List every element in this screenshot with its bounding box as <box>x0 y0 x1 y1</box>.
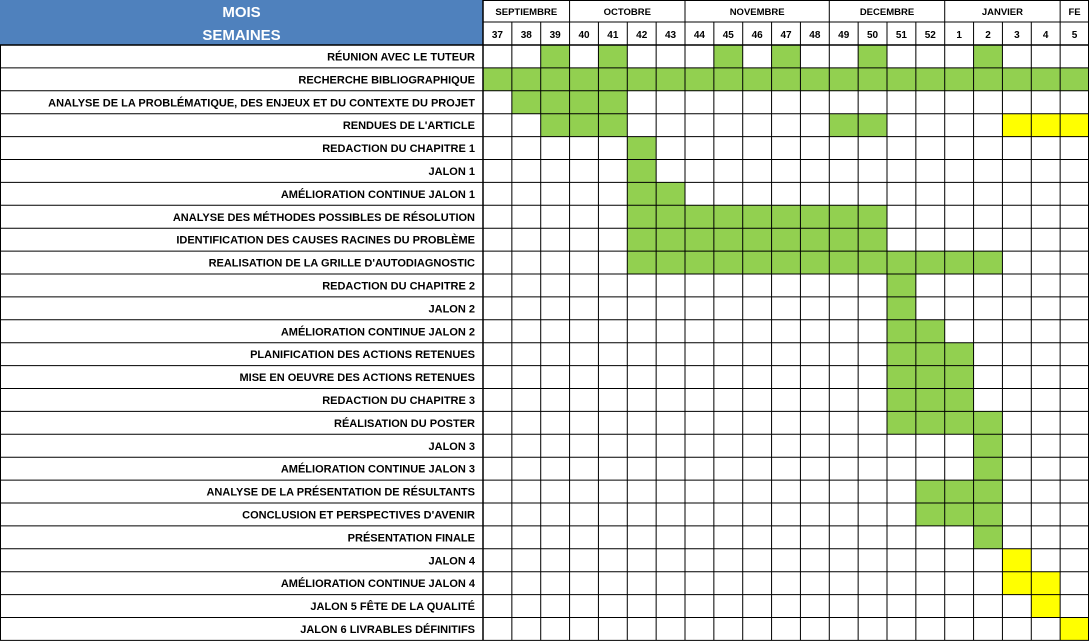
task-label: JALON 2 <box>428 303 475 316</box>
task-label: MISE EN OEUVRE DES ACTIONS RETENUES <box>239 372 475 385</box>
week-label: 37 <box>491 30 503 41</box>
green-cell-w39 <box>541 114 570 137</box>
green-cell-w42 <box>627 68 656 91</box>
green-cell-w41 <box>598 91 627 114</box>
green-cell-w39 <box>541 45 570 68</box>
yellow-cell-w3 <box>1002 549 1031 572</box>
task-label: PRÉSENTATION FINALE <box>347 532 475 545</box>
green-cell-w49 <box>829 228 858 251</box>
week-label: 40 <box>578 30 590 41</box>
green-cell-w38 <box>512 68 541 91</box>
green-cell-w52 <box>916 480 945 503</box>
month-label: FE <box>1068 7 1081 18</box>
green-cell-w51 <box>887 68 916 91</box>
green-cell-w51 <box>887 297 916 320</box>
week-labels <box>492 30 1078 41</box>
green-cell-w1 <box>945 389 974 412</box>
green-cell-w47 <box>772 228 801 251</box>
green-cell-w1 <box>945 68 974 91</box>
green-cell-w46 <box>743 205 772 228</box>
green-cell-w2 <box>974 411 1003 434</box>
green-cell-w51 <box>887 320 916 343</box>
header-band <box>0 0 483 45</box>
green-cell-w45 <box>714 228 743 251</box>
week-label: 41 <box>607 30 619 41</box>
task-label: AMÉLIORATION CONTINUE JALON 1 <box>280 188 475 201</box>
week-label: 39 <box>549 30 561 41</box>
green-cell-w43 <box>656 68 685 91</box>
yellow-cell-w5 <box>1060 114 1089 137</box>
green-cell-w47 <box>772 45 801 68</box>
green-cell-w44 <box>685 205 714 228</box>
green-cell-w37 <box>483 68 512 91</box>
green-cell-w52 <box>916 320 945 343</box>
task-label: ANALYSE DE LA PRÉSENTATION DE RÉSULTANTS <box>206 486 475 499</box>
month-label: NOVEMBRE <box>729 7 785 18</box>
green-cell-w39 <box>541 91 570 114</box>
task-label: JALON 3 <box>428 440 475 453</box>
green-cell-w48 <box>800 251 829 274</box>
week-label: 44 <box>693 30 705 41</box>
task-label: RENDUES DE L'ARTICLE <box>342 120 475 133</box>
week-label: 48 <box>809 30 821 41</box>
green-cell-w51 <box>887 411 916 434</box>
weeks-header-label: SEMAINES <box>202 27 281 44</box>
task-label: CONCLUSION ET PERSPECTIVES D'AVENIR <box>242 509 475 522</box>
green-cell-w2 <box>974 251 1003 274</box>
green-cell-w50 <box>858 114 887 137</box>
green-cell-w46 <box>743 228 772 251</box>
week-label: 51 <box>895 30 907 41</box>
green-cell-w48 <box>800 68 829 91</box>
green-cell-w51 <box>887 251 916 274</box>
green-cell-w49 <box>829 205 858 228</box>
green-cell-w41 <box>598 45 627 68</box>
task-label: PLANIFICATION DES ACTIONS RETENUES <box>250 349 475 362</box>
months-header-label: MOIS <box>222 4 261 21</box>
green-cell-w44 <box>685 228 714 251</box>
green-cell-w52 <box>916 411 945 434</box>
week-label: 52 <box>924 30 936 41</box>
week-label: 2 <box>985 30 991 41</box>
green-cell-w5 <box>1060 68 1089 91</box>
week-label: 50 <box>867 30 879 41</box>
green-cell-w43 <box>656 205 685 228</box>
green-cell-w51 <box>887 389 916 412</box>
green-cell-w46 <box>743 68 772 91</box>
task-label: REDACTION DU CHAPITRE 3 <box>322 394 475 407</box>
week-label: 38 <box>520 30 532 41</box>
green-cell-w47 <box>772 251 801 274</box>
task-label: AMÉLIORATION CONTINUE JALON 3 <box>280 463 475 476</box>
month-label: SEPTIEMBRE <box>495 7 558 18</box>
week-label: 42 <box>636 30 648 41</box>
green-cell-w40 <box>570 68 599 91</box>
week-label: 45 <box>722 30 734 41</box>
green-cell-w52 <box>916 251 945 274</box>
green-cell-w49 <box>829 251 858 274</box>
green-cell-w51 <box>887 274 916 297</box>
green-cell-w47 <box>772 205 801 228</box>
week-label: 43 <box>665 30 677 41</box>
green-cell-w41 <box>598 114 627 137</box>
green-cell-w47 <box>772 68 801 91</box>
week-label: 1 <box>956 30 962 41</box>
task-label: ANALYSE DE LA PROBLÉMATIQUE, DES ENJEUX ET DU CONTEXTE DU PROJET <box>48 97 475 110</box>
green-cell-w44 <box>685 68 714 91</box>
green-cell-w43 <box>656 228 685 251</box>
task-label: JALON 4 <box>428 555 475 568</box>
green-cell-w42 <box>627 228 656 251</box>
green-cell-w45 <box>714 45 743 68</box>
green-cell-w1 <box>945 366 974 389</box>
green-cell-w50 <box>858 228 887 251</box>
green-cell-w2 <box>974 45 1003 68</box>
yellow-cell-w5 <box>1060 618 1089 641</box>
green-cell-w52 <box>916 366 945 389</box>
green-cell-w50 <box>858 68 887 91</box>
green-cell-w1 <box>945 480 974 503</box>
green-cell-w43 <box>656 182 685 205</box>
yellow-cell-w3 <box>1002 572 1031 595</box>
green-cell-w1 <box>945 411 974 434</box>
green-cell-w3 <box>1002 68 1031 91</box>
green-cell-w2 <box>974 457 1003 480</box>
month-label: JANVIER <box>981 7 1024 18</box>
green-cell-w41 <box>598 68 627 91</box>
green-cell-w2 <box>974 68 1003 91</box>
green-cell-w39 <box>541 68 570 91</box>
green-cell-w51 <box>887 366 916 389</box>
green-cell-w42 <box>627 251 656 274</box>
green-cell-w40 <box>570 114 599 137</box>
green-cell-w2 <box>974 480 1003 503</box>
green-cell-w2 <box>974 526 1003 549</box>
week-label: 47 <box>780 30 792 41</box>
task-label: IDENTIFICATION DES CAUSES RACINES DU PROBLÈME <box>176 234 475 247</box>
green-cell-w42 <box>627 160 656 183</box>
yellow-cell-w4 <box>1031 572 1060 595</box>
green-cell-w42 <box>627 182 656 205</box>
green-cell-w2 <box>974 503 1003 526</box>
green-cell-w44 <box>685 251 714 274</box>
task-label: REALISATION DE LA GRILLE D'AUTODIAGNOSTIC <box>208 257 475 270</box>
yellow-cell-w3 <box>1002 114 1031 137</box>
month-label: OCTOBRE <box>603 7 651 18</box>
green-cell-w42 <box>627 205 656 228</box>
green-cell-w4 <box>1031 68 1060 91</box>
green-cell-w46 <box>743 251 772 274</box>
task-label: JALON 5 FÊTE DE LA QUALITÉ <box>310 601 475 614</box>
green-cell-w1 <box>945 251 974 274</box>
week-label: 4 <box>1042 30 1049 41</box>
green-cell-w48 <box>800 205 829 228</box>
green-cell-w50 <box>858 45 887 68</box>
green-cell-w52 <box>916 389 945 412</box>
green-cell-w50 <box>858 205 887 228</box>
yellow-cell-w4 <box>1031 595 1060 618</box>
green-cell-w45 <box>714 251 743 274</box>
green-cell-w42 <box>627 137 656 160</box>
green-cell-w1 <box>945 343 974 366</box>
task-label: RECHERCHE BIBLIOGRAPHIQUE <box>298 74 475 87</box>
green-cell-w52 <box>916 68 945 91</box>
green-cell-w45 <box>714 205 743 228</box>
week-label: 5 <box>1071 30 1078 41</box>
green-cell-w51 <box>887 343 916 366</box>
task-label: RÉUNION AVEC LE TUTEUR <box>327 51 475 64</box>
week-label: 49 <box>838 30 850 41</box>
task-label: ANALYSE DES MÉTHODES POSSIBLES DE RÉSOLUTION <box>172 211 475 224</box>
task-label: AMÉLIORATION CONTINUE JALON 2 <box>280 326 475 339</box>
green-cell-w43 <box>656 251 685 274</box>
green-cell-w52 <box>916 503 945 526</box>
green-cell-w49 <box>829 68 858 91</box>
green-cell-w48 <box>800 228 829 251</box>
green-cell-w38 <box>512 91 541 114</box>
green-cell-w40 <box>570 91 599 114</box>
green-cell-w45 <box>714 68 743 91</box>
task-label: JALON 1 <box>428 165 475 178</box>
green-cell-w50 <box>858 251 887 274</box>
yellow-cell-w4 <box>1031 114 1060 137</box>
green-cell-w2 <box>974 434 1003 457</box>
task-label: REDACTION DU CHAPITRE 1 <box>322 143 475 156</box>
green-cell-w1 <box>945 503 974 526</box>
task-label: JALON 6 LIVRABLES DÉFINITIFS <box>300 623 475 636</box>
month-label: DECEMBRE <box>859 7 915 18</box>
week-label: 46 <box>751 30 763 41</box>
week-label: 3 <box>1014 30 1020 41</box>
task-label: REDACTION DU CHAPITRE 2 <box>322 280 475 293</box>
task-label: AMÉLIORATION CONTINUE JALON 4 <box>280 578 475 591</box>
green-cell-w49 <box>829 114 858 137</box>
task-label: RÉALISATION DU POSTER <box>334 417 475 430</box>
green-cell-w52 <box>916 343 945 366</box>
